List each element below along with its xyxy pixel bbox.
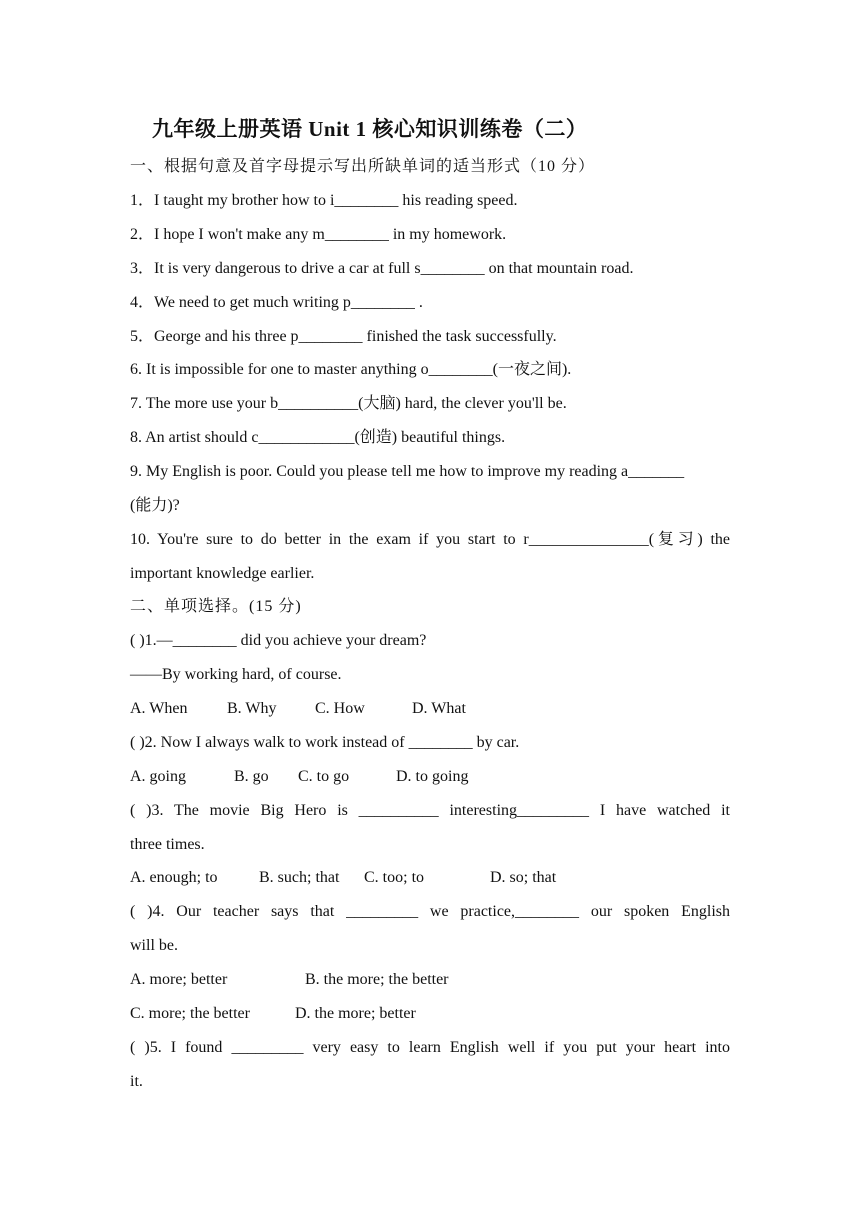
section1-heading: 一、根据句意及首字母提示写出所缺单词的适当形式（10 分） — [130, 158, 596, 175]
mc-question-cont: will be. — [130, 937, 178, 954]
option: A. more; better — [130, 971, 228, 988]
option: A. going — [130, 768, 186, 785]
mc-question-cont: it. — [130, 1073, 143, 1090]
option: A. When — [130, 700, 188, 717]
option: C. more; the better — [130, 1005, 250, 1022]
option: C. to go — [298, 768, 350, 785]
section2-heading: 二、单项选择。(15 分) — [130, 598, 302, 615]
mc-options-4b — [130, 1004, 416, 1024]
option: B. Why — [227, 700, 277, 717]
option: C. too; to — [364, 869, 425, 886]
question-line-cont: (能力)? — [130, 497, 180, 514]
option: D. to going — [396, 768, 469, 785]
question-line: 3．It is very dangerous to drive a car at full s________ on that mountain road. — [130, 260, 634, 277]
option: D. What — [412, 700, 466, 717]
question-line: 7. The more use your b__________(大脑) hard, the clever you'll be. — [130, 395, 567, 412]
mc-question-2: ( )2. Now I always walk to work instead of ________ by car. — [130, 734, 520, 751]
option: B. such; that — [259, 869, 340, 886]
option: B. go — [234, 768, 269, 785]
mc-question-cont: three times. — [130, 836, 205, 853]
option: A. enough; to — [130, 869, 218, 886]
mc-question-1: ( )1.—________ did you achieve your dream? — [130, 632, 427, 649]
mc-options-2 — [130, 767, 468, 787]
mc-answer-line: ——By working hard, of course. — [130, 666, 342, 683]
mc-options-1 — [130, 699, 466, 719]
question-line: 5．George and his three p________ finished the task successfully. — [130, 328, 557, 345]
mc-options-4a — [130, 970, 449, 990]
option: C. How — [315, 700, 365, 717]
page-title: 九年级上册英语 Unit 1 核心知识训练卷（二） — [152, 117, 588, 141]
question-line: 10. You're sure to do better in the exam if you start to r_______________(复习) the — [130, 531, 730, 548]
option: D. the more; better — [295, 1005, 416, 1022]
question-line-cont: important knowledge earlier. — [130, 565, 315, 582]
mc-question-3: ( )3. The movie Big Hero is __________ interesting_________ I have watched it — [130, 802, 730, 819]
option: B. the more; the better — [305, 971, 449, 988]
question-line: 4．We need to get much writing p________ . — [130, 294, 423, 311]
mc-question-4: ( )4. Our teacher says that _________ we practice,________ our spoken English — [130, 903, 730, 920]
question-line: 8. An artist should c____________(创造) beautiful things. — [130, 429, 506, 446]
question-line: 1．I taught my brother how to i________ his reading speed. — [130, 192, 518, 209]
option: D. so; that — [490, 869, 557, 886]
question-line: 2．I hope I won't make any m________ in my homework. — [130, 226, 507, 243]
question-line: 9. My English is poor. Could you please tell me how to improve my reading a_______ — [130, 463, 685, 480]
question-line: 6. It is impossible for one to master anything o________(一夜之间). — [130, 361, 572, 378]
mc-question-5: ( )5. I found _________ very easy to learn English well if you put your heart into — [130, 1039, 730, 1056]
mc-options-3 — [130, 868, 556, 888]
